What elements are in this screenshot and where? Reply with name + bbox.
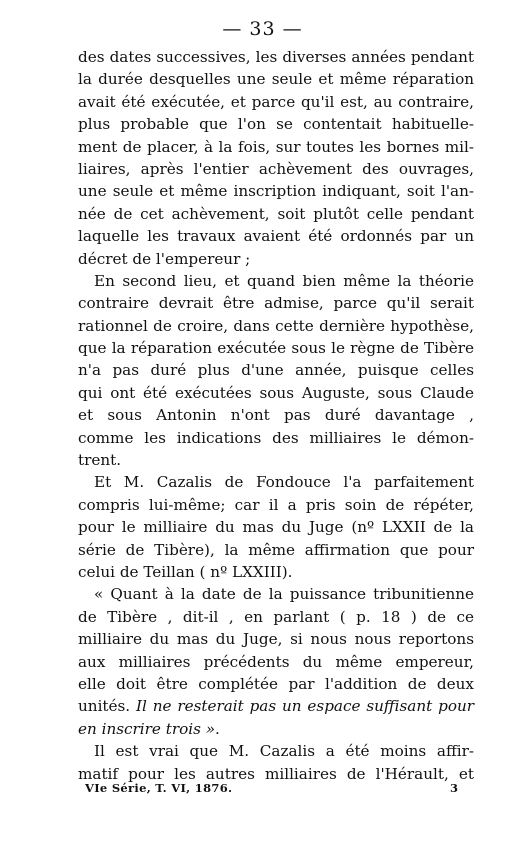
text-line: que la réparation exécutée sous le règne de Tibère	[78, 339, 474, 358]
text-line: des dates successives, les diverses années pendant	[78, 48, 474, 66]
text-line: décret de l'empereur ;	[78, 249, 251, 268]
italic-segment: en inscrire trois »	[78, 719, 216, 738]
text-line: laquelle les travaux avaient été ordonnés par un	[78, 227, 474, 246]
text-line: milliaire du mas du Juge, si nous nous reportons	[78, 630, 474, 649]
text-line: « Quant à la date de la puissance tribunitienne	[94, 585, 474, 604]
text-line: compris lui-même; car il a pris soin de répéter,	[78, 495, 474, 514]
text-segment: unités.	[78, 697, 131, 716]
italic-segment: Il ne resterait pas un espace suffisant pour	[136, 697, 474, 716]
text-line	[78, 695, 474, 717]
text-line: avait été exécutée, et parce qu'il est, au contraire,	[78, 92, 474, 111]
text-line: aux milliaires précédents du même empereur,	[78, 652, 474, 671]
text-line: de Tibère , dit-il , en parlant ( p. 18 ) de ce	[78, 607, 474, 626]
text-line: Et M. Cazalis de Fondouce l'a parfaitement	[94, 473, 474, 492]
text-line: qui ont été exécutées sous Auguste, sous Claude	[78, 383, 474, 402]
text-line: n'a pas duré plus d'une année, puisque celles	[78, 361, 474, 380]
text-line: pour le milliaire du mas du Juge (nº LXXII de la	[78, 518, 474, 537]
body-text	[78, 46, 474, 785]
text-line: rationnel de croire, dans cette dernière hypothèse,	[78, 316, 474, 335]
text-line: celui de Teillan ( nº LXXIII).	[78, 562, 293, 581]
footer-signature: 3	[450, 781, 459, 795]
text-line: ment de placer, à la fois, sur toutes les bornes mil-	[78, 137, 474, 156]
text-line: trent.	[78, 451, 122, 470]
text-line: contraire devrait être admise, parce qu'il serait	[78, 294, 474, 313]
text-line: née de cet achèvement, soit plutôt celle pendant	[78, 204, 474, 223]
text-segment: .	[215, 719, 220, 738]
footer-series: VIe Série, T. VI, 1876.	[85, 781, 233, 795]
text-line: et sous Antonin n'ont pas duré davantage ,	[78, 406, 474, 425]
text-line: plus probable que l'on se contentait habituelle-	[78, 115, 474, 134]
text-line: comme les indications des milliaires le démon-	[78, 428, 474, 447]
text-line	[78, 718, 474, 740]
text-line: elle doit être complétée par l'addition de deux	[78, 674, 474, 693]
text-line: Il est vrai que M. Cazalis a été moins affir-	[94, 742, 474, 761]
text-line: une seule et même inscription indiquant, soit l'an-	[78, 182, 474, 201]
text-line: matif pour les autres milliaires de l'Hérault, et	[78, 764, 474, 783]
text-line: liaires, après l'entier achèvement des ouvrages,	[78, 159, 474, 178]
text-line: série de Tibère), la même affirmation que pour	[78, 540, 474, 559]
text-line: la durée desquelles une seule et même réparation	[78, 70, 474, 89]
text-line: En second lieu, et quand bien même la théorie	[94, 271, 474, 290]
page-number: — 33 —	[222, 18, 303, 40]
